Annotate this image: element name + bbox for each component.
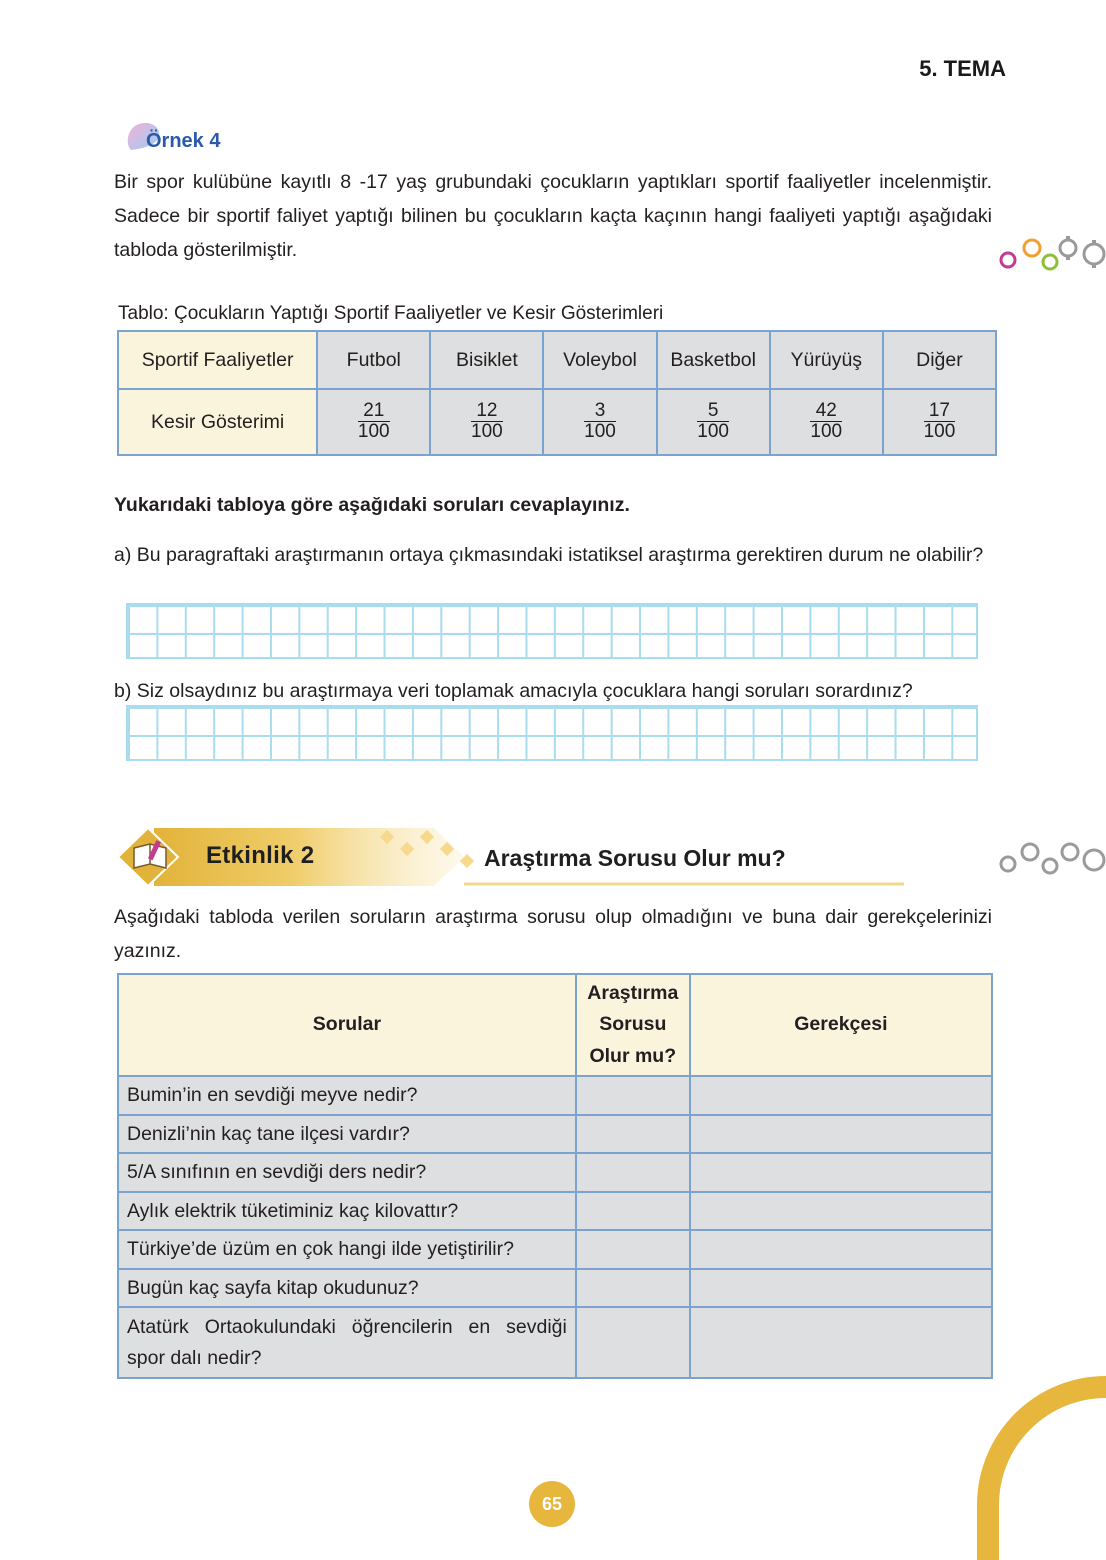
table-row [118, 1115, 992, 1154]
reason-cell[interactable] [690, 1076, 992, 1115]
question-cell: Atatürk Ortaokulundaki öğrencilerin en sevdiği spor dalı nedir? [118, 1307, 576, 1378]
fraction-cell [317, 389, 430, 455]
answer-grid-b[interactable] [126, 705, 978, 761]
table-row [118, 1076, 992, 1115]
instruction-text: Yukarıdaki tabloya göre aşağıdaki soruları cevaplayınız. [114, 494, 630, 516]
activity-label: Etkinlik 2 [206, 842, 315, 869]
question-cell: Denizli’nin kaç tane ilçesi vardır? [118, 1115, 576, 1154]
denominator: 100 [697, 421, 729, 442]
denominator: 100 [584, 421, 616, 442]
activity-title: Araştırma Sorusu Olur mu? [484, 845, 786, 871]
table-row [118, 1230, 992, 1269]
reason-cell[interactable] [690, 1307, 992, 1378]
question-cell: Bumin’in en sevdiği meyve nedir? [118, 1076, 576, 1115]
answer-cell[interactable] [576, 1076, 690, 1115]
table-row [118, 1307, 992, 1378]
header-line: Olur mu? [589, 1044, 677, 1067]
fraction [358, 401, 390, 442]
header-is-research [576, 974, 690, 1076]
activity-cell: Futbol [317, 331, 430, 389]
activity-cell: Bisiklet [430, 331, 543, 389]
row-header-activities: Sportif Faaliyetler [118, 331, 317, 389]
reason-cell[interactable] [690, 1230, 992, 1269]
numerator: 3 [584, 401, 616, 422]
fraction-cell [430, 389, 543, 455]
fraction-cell [657, 389, 770, 455]
numerator: 5 [697, 401, 729, 422]
activity-cell: Yürüyüş [770, 331, 883, 389]
fraction [924, 401, 956, 442]
reason-cell[interactable] [690, 1192, 992, 1231]
activities-fraction-table [117, 330, 997, 456]
fraction [697, 401, 729, 442]
row-header-fractions: Kesir Gösterimi [118, 389, 317, 455]
gears-icon [996, 232, 1106, 276]
table-row [118, 1153, 992, 1192]
reason-cell[interactable] [690, 1115, 992, 1154]
denominator: 100 [357, 421, 390, 442]
answer-cell[interactable] [576, 1192, 690, 1231]
header-reason: Gerekçesi [690, 974, 992, 1076]
header-questions: Sorular [118, 974, 576, 1076]
fraction-cell [543, 389, 656, 455]
denominator: 100 [923, 421, 956, 442]
table-row [118, 331, 996, 389]
denominator: 100 [810, 421, 843, 442]
fraction-cell [883, 389, 996, 455]
answer-cell[interactable] [576, 1307, 690, 1378]
gears-icon [996, 838, 1106, 882]
example-paragraph: Bir spor kulübüne kayıtlı 8 -17 yaş grubundaki çocukların yaptıkları sportif faaliyetler incelenmiştir. Sadece bir sportif faliyet yaptığı bilinen bu çocukların kaçta kaçının hangi faaliyeti yaptığı aşağıdaki tabloda gösterilmiştir. [114, 171, 992, 261]
fraction [810, 401, 842, 442]
fraction [471, 401, 503, 442]
table-row [118, 1269, 992, 1308]
reason-cell[interactable] [690, 1269, 992, 1308]
table-row [118, 389, 996, 455]
numerator: 12 [471, 401, 503, 422]
question-b: b) Siz olsaydınız bu araştırmaya veri toplamak amacıyla çocuklara hangi soruları sorardınız? [114, 680, 913, 702]
numerator: 42 [810, 401, 842, 422]
answer-cell[interactable] [576, 1269, 690, 1308]
header-line: Araştırma [587, 981, 679, 1004]
activity-cell: Voleybol [543, 331, 656, 389]
numerator: 21 [358, 401, 390, 422]
denominator: 100 [471, 421, 503, 442]
answer-cell[interactable] [576, 1153, 690, 1192]
activity-cell: Diğer [883, 331, 996, 389]
question-cell: Bugün kaç sayfa kitap okudunuz? [118, 1269, 576, 1308]
activity-paragraph: Aşağıdaki tabloda verilen soruların araştırma sorusu olup olmadığını ve buna dair gerekçelerinizi yazınız. [114, 906, 992, 962]
activity-cell: Basketbol [657, 331, 770, 389]
question-cell: Türkiye’de üzüm en çok hangi ilde yetiştirilir? [118, 1230, 576, 1269]
research-question-table [117, 973, 993, 1379]
fraction [584, 401, 616, 442]
table-row [118, 1192, 992, 1231]
table-caption: Tablo: Çocukların Yaptığı Sportif Faaliyetler ve Kesir Gösterimleri [118, 303, 664, 324]
book-pencil-icon [128, 836, 172, 876]
question-a: a) Bu paragraftaki araştırmanın ortaya çıkmasındaki istatiksel araştırma gerektiren durum ne olabilir? [114, 544, 984, 566]
question-cell: Aylık elektrik tüketiminiz kaç kilovattır? [118, 1192, 576, 1231]
fraction-cell [770, 389, 883, 455]
table-header-row [118, 974, 992, 1076]
answer-grid-a[interactable] [126, 603, 978, 659]
answer-cell[interactable] [576, 1115, 690, 1154]
decorative-arc [976, 1375, 1106, 1560]
theme-label: 5. TEMA [919, 56, 1006, 81]
answer-cell[interactable] [576, 1230, 690, 1269]
example-title: Örnek 4 [146, 130, 221, 152]
page-number: 65 [529, 1481, 575, 1527]
numerator: 17 [924, 401, 956, 422]
header-line: Sorusu [599, 1013, 667, 1036]
reason-cell[interactable] [690, 1153, 992, 1192]
question-cell: 5/A sınıfının en sevdiği ders nedir? [118, 1153, 576, 1192]
